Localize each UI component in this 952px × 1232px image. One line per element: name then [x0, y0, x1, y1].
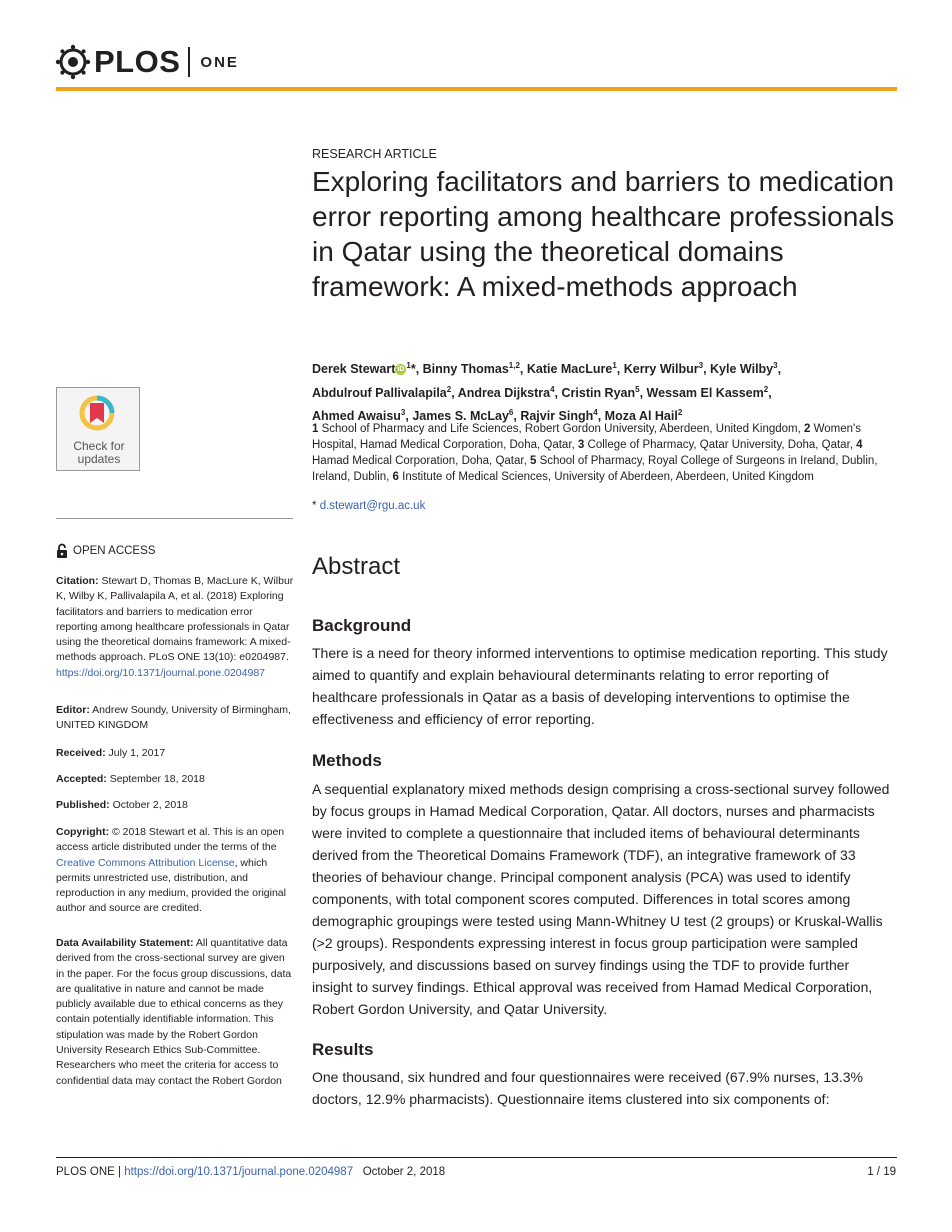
journal-logo[interactable]: [55, 44, 239, 80]
journal-name-one: ONE: [200, 53, 239, 71]
accepted-label: Accepted:: [56, 773, 107, 785]
footer-citation: [56, 1166, 445, 1178]
author-name[interactable]: Binny Thomas: [422, 362, 509, 377]
orcid-icon[interactable]: iD: [397, 366, 405, 374]
editor-text: Andrew Soundy, University of Birmingham, UNITED KINGDOM: [56, 704, 291, 732]
footer-journal: PLOS ONE |: [56, 1166, 121, 1178]
author-affiliation-sup: 4: [593, 408, 598, 418]
editor-block: [56, 703, 294, 734]
author-list: Derek Stewart iD $^1$*, Binny Thomas$^{1,2}$, Katie MacLure$^1$, Kerry Wilbur$^3$, Kyle Wilby$^3$, Abdulrouf Pallivalapila$^2$, Andrea Dijkstra$^4$, Cristin Ryan$^5$, Wessam El Kassem$^2$, Ahmed Awaisu$^3$, James S. McLay$^6$, Rajvir Singh$^4$, Moza Al Hail$^2$: [312, 361, 782, 424]
citation-block: [56, 574, 294, 681]
author-name[interactable]: Katie MacLure: [526, 362, 613, 377]
author-name[interactable]: Moza Al Hail: [604, 409, 678, 424]
footer-date: October 2, 2018: [362, 1166, 446, 1178]
methods-heading: Methods: [312, 751, 382, 770]
article-type: RESEARCH ARTICLE: [312, 147, 437, 161]
citation-doi-link[interactable]: https://doi.org/10.1371/journal.pone.0204987: [56, 666, 266, 679]
accepted-text: September 18, 2018: [109, 773, 205, 785]
published-label: Published:: [56, 799, 110, 811]
published-text: October 2, 2018: [112, 799, 188, 811]
author-affiliation-sup: 6: [508, 408, 514, 418]
author-affiliation-sup: 1: [406, 361, 411, 370]
author-affiliation-sup: 3: [400, 408, 406, 418]
author-affiliation-sup: 4: [550, 384, 555, 394]
plos-logo-icon: [55, 44, 91, 80]
check-line-1: Check for: [73, 439, 125, 453]
open-access-label: [56, 543, 155, 559]
article-title: Exploring facilitators and barriers to medication error reporting among healthcare professionals in Qatar using the theoretical domains framework: A mixed-methods approach: [312, 166, 895, 302]
open-access-text: OPEN ACCESS: [73, 545, 156, 557]
logo-separator: [188, 47, 190, 77]
background-heading: Background: [312, 616, 412, 635]
affiliation-text: School of Pharmacy, Royal College of Surgeons in Ireland, Dublin, Ireland, Dublin,: [312, 455, 878, 483]
author-name[interactable]: Kerry Wilbur: [623, 362, 699, 377]
affiliation-number: 2: [804, 423, 811, 435]
corresponding-author: [312, 500, 425, 512]
check-for-updates-badge[interactable]: [56, 387, 140, 471]
received-text: July 1, 2017: [108, 747, 166, 759]
page-number: 1 / 19: [867, 1166, 896, 1178]
footer-doi-link[interactable]: https://doi.org/10.1371/journal.pone.0204987: [124, 1166, 354, 1178]
data-availability-label: Data Availability Statement:: [56, 937, 194, 949]
data-availability-text: All quantitative data derived from the cross-sectional survey are given in the paper. For the focus group discussions, data are qualitative in nature and cannot be made publicly available due to ethical concerns as they contain potentially identifiable information. This stipulation was made by the Robert Gordon University Research Ethics Sub-Committee. Researchers who meet the criteria for access to confidential data may contact the Robert Gordon: [56, 937, 292, 1087]
copyright-block: [56, 825, 294, 917]
methods-text: A sequential explanatory mixed methods design comprising a cross-sectional survey followed by focus groups in Hamad Medical Corporation, Qatar. All doctors, nurses and pharmacists were invited to complete a questionnaire that included items of behavioural determinants derived from the Theoretical Domains Framework (TDF), an integrative framework of 33 theories of behaviour change. Principal component analysis (PCA) was used to identify components, with total component scores computed. Differences in total scores among demographic groupings were tested using Mann-Whitney U test (2 groups) or Kruskal-Wallis (>2 groups). Respondents expressing interest in focus group participation were sampled purposively, and discussions based on survey findings using the TDF to provide further insight to survey findings. Ethical approval was received from Hamad Medical Corporation, Robert Gordon University, and Qatar University.: [312, 781, 890, 1017]
data-availability-block: [56, 936, 294, 1089]
author-name[interactable]: James S. McLay: [412, 409, 509, 424]
citation-label: Citation:: [56, 575, 99, 587]
copyright-label: Copyright:: [56, 826, 110, 838]
footer-rule: [56, 1157, 897, 1158]
abstract-heading: Abstract: [312, 553, 401, 580]
author-affiliation-sup: 3: [773, 361, 778, 370]
published-block: [56, 798, 294, 813]
accepted-block: [56, 772, 294, 787]
affiliation-text: Women's Hospital, Hamad Medical Corporation, Doha, Qatar,: [312, 423, 861, 451]
received-label: Received:: [56, 747, 106, 759]
results-text: One thousand, six hundred and four questionnaires were received (67.9% nurses, 13.3% doctors, 12.9% pharmacists). Questionnaire items clustered into six components of:: [312, 1069, 864, 1107]
author-affiliation-sup: 3: [698, 361, 704, 370]
citation-text: Stewart D, Thomas B, MacLure K, Wilbur K, Wilby K, Pallivalapila A, et al. (2018) Exploring facilitators and barriers to medication error reporting among healthcare professionals in Qatar using the theoretical domains framework: A mixed-methods approach. PLoS ONE 13(10): e0204987.: [56, 575, 294, 664]
affiliation-number: 5: [529, 455, 537, 467]
affiliation-number: 6: [392, 471, 399, 483]
affiliation-number: 3: [577, 439, 585, 451]
author-name[interactable]: Derek Stewart: [312, 362, 396, 377]
copyright-text: © 2018 Stewart et al. This is an open access article distributed under the terms of the: [56, 826, 285, 854]
author-name[interactable]: Ahmed Awaisu: [312, 409, 401, 424]
editor-label: Editor:: [56, 704, 90, 716]
check-for-updates-label: [57, 440, 141, 466]
author-name[interactable]: Andrea Dijkstra: [457, 385, 551, 400]
header-rule: [56, 87, 897, 91]
copyright-text-post: , which permits unrestricted use, distribution, and reproduction in any medium, provided the original author and source are credited.: [56, 856, 286, 915]
affiliation-number: 4: [856, 439, 863, 451]
license-link[interactable]: Creative Commons Attribution License: [56, 856, 235, 869]
check-line-2: updates: [77, 452, 121, 466]
author-affiliation-sup: 5: [635, 384, 640, 394]
affiliation-text: Hamad Medical Corporation, Doha, Qatar,: [312, 455, 530, 467]
background-text: There is a need for theory informed interventions to optimise medication reporting. This study aimed to quantify and explain behavioural determinants relating to error reporting of healthcare professionals in Qatar as a basis of developing interventions to optimise the effectiveness and efficiency of error reporting.: [312, 645, 888, 727]
results-heading: Results: [312, 1040, 374, 1059]
corresponding-email-link[interactable]: d.stewart@rgu.ac.uk: [319, 500, 426, 512]
author-affiliation-sup: 1: [612, 361, 617, 370]
affiliation-text: College of Pharmacy, Qatar University, Doha, Qatar,: [584, 439, 857, 451]
author-affiliation-sup: 1,2: [508, 361, 520, 370]
author-name[interactable]: Kyle Wilby: [710, 362, 774, 377]
author-name[interactable]: Wessam El Kassem: [646, 385, 764, 400]
journal-name-plos: PLOS: [94, 44, 181, 79]
affiliation-text: School of Pharmacy and Life Sciences, Robert Gordon University, Aberdeen, United Kingdom,: [318, 423, 805, 435]
author-affiliation-sup: 2: [677, 408, 683, 418]
author-name[interactable]: Rajvir Singh: [520, 409, 594, 424]
author-name[interactable]: Abdulrouf Pallivalapila: [312, 385, 447, 400]
corresponding-marker: *: [410, 362, 416, 377]
affiliation-text: Institute of Medical Sciences, University of Aberdeen, Aberdeen, United Kingdom: [398, 471, 814, 483]
author-name[interactable]: Cristin Ryan: [561, 385, 636, 400]
check-for-updates-icon: [79, 395, 115, 431]
author-affiliation-sup: 2: [446, 384, 452, 394]
received-block: [56, 746, 294, 761]
author-affiliation-sup: 2: [763, 384, 769, 394]
open-lock-icon: [56, 543, 68, 559]
sidebar-rule: [56, 518, 293, 519]
affiliations: [312, 421, 902, 485]
affiliation-number: 1: [312, 423, 319, 435]
corresponding-star: *: [312, 500, 317, 512]
